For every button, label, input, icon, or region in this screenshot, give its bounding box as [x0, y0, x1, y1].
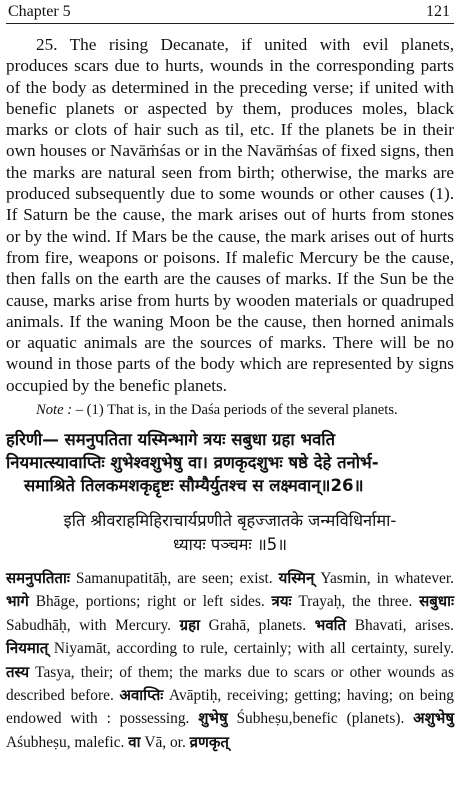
gloss-meaning: Bhavati, arises.	[346, 616, 454, 634]
running-header	[6, 0, 454, 24]
gloss-meaning: Bhāge, portions; right or left sides.	[28, 593, 272, 611]
verse-line-2: नियमात्स्यावाप्तिः शुभेश्वशुभेषु वा। व्रणकृदशुभः षष्ठे देहे तनोर्भ-	[6, 453, 379, 473]
gloss-meaning: Yasmin, in whatever.	[314, 570, 454, 588]
gloss-term: व्रणकृत्	[189, 732, 229, 751]
page-number: 121	[426, 3, 450, 20]
gloss-term: शुभेषु	[198, 709, 228, 728]
gloss-meaning: Tasya, their; of them; the marks due to scars or other wounds as described before.	[6, 663, 454, 705]
gloss-term: सबुधाः	[419, 592, 454, 611]
gloss-meaning: Avāptiḥ, receiving; getting; having; on being endowed with : possessing.	[6, 687, 454, 728]
note-text: – (1) That is, in the Daśa periods of the several planets.	[75, 402, 398, 419]
gloss-meaning: Grahā, planets.	[199, 616, 315, 634]
gloss-term: समनुपतिताः	[6, 569, 70, 588]
verse-line-3: समाश्रिते तिलकमशकृद्दृष्टः सौम्यैर्युतश्च स लक्ष्मवान्॥26॥	[24, 476, 364, 496]
gloss-term: त्रयः	[271, 592, 292, 611]
colophon-line-1: इति श्रीवराहमिहिराचार्यप्रणीते बृहज्जातके जन्मविधिर्नामा-	[63, 511, 397, 531]
gloss-meaning: Aśubheṣu, malefic.	[6, 733, 129, 751]
sanskrit-verse	[6, 428, 454, 497]
gloss-term: अवाप्तिः	[119, 686, 164, 705]
chapter-title: Chapter 5	[8, 3, 71, 20]
gloss-meaning: Sabudhāḥ, with Mercury.	[6, 616, 180, 634]
gloss-meaning: Samanupatitāḥ, are seen; exist.	[69, 570, 279, 588]
verse-line-1: हरिणी— समनुपतिता यस्मिन्भागे त्रयः सबुधा ग्रहा भवति	[6, 430, 336, 450]
gloss-term: वा	[128, 732, 141, 751]
chapter-colophon	[6, 509, 454, 557]
gloss-meaning: Śubheṣu,benefic (planets).	[227, 710, 414, 728]
gloss-term: अशुभेषु	[413, 709, 455, 728]
gloss-term: भवति	[314, 615, 347, 634]
gloss-meaning: Trayaḥ, the three.	[291, 593, 420, 611]
gloss-term: ग्रहा	[179, 615, 200, 634]
colophon-line-2: ध्यायः पञ्चमः ॥5॥	[172, 535, 288, 555]
verse-25-translation: 25. The rising Decanate, if united with evil planets, produces scars due to hurts, wounds in the corresponding parts of the body as determined in the preceding verse; if united with benefic planets or aspected by them, produces moles, black marks or clots of hair such as til, etc. If the planets be in their own houses or Navāṁśas or in the Navāṁśas of fixed signs, then the marks are natural seen from birth; otherwise, the marks are produced subsequently due to some wounds or other causes (1). If Saturn be the cause, the mark arises out of hurts from stones or by the wind. If Mars be the cause, the mark arises out of hurts from fire, weapons or poisons. If malefic Mercury be the cause, then falls on the earth are the causes of marks. If the Sun be the cause, marks arise from hurts by wooden materials or quadruped animals. If the waning Moon be the cause, then horned animals or aquatic animals are the sources of marks. There will be no wound in those parts of the body which are represented by signs occupied by the benefic planets.	[6, 35, 454, 395]
gloss-meaning: Vā, or.	[140, 733, 190, 751]
gloss-meaning: Niyamāt, according to rule, certainly; with all certainty, surely.	[48, 640, 454, 658]
word-glossary	[6, 567, 454, 754]
note-label: Note :	[36, 402, 73, 419]
gloss-term: यस्मिन्	[278, 569, 315, 588]
gloss-term: भागे	[6, 592, 29, 611]
footnote	[6, 401, 454, 420]
gloss-term: तस्य	[6, 662, 30, 681]
gloss-term: नियमात्	[6, 639, 49, 658]
